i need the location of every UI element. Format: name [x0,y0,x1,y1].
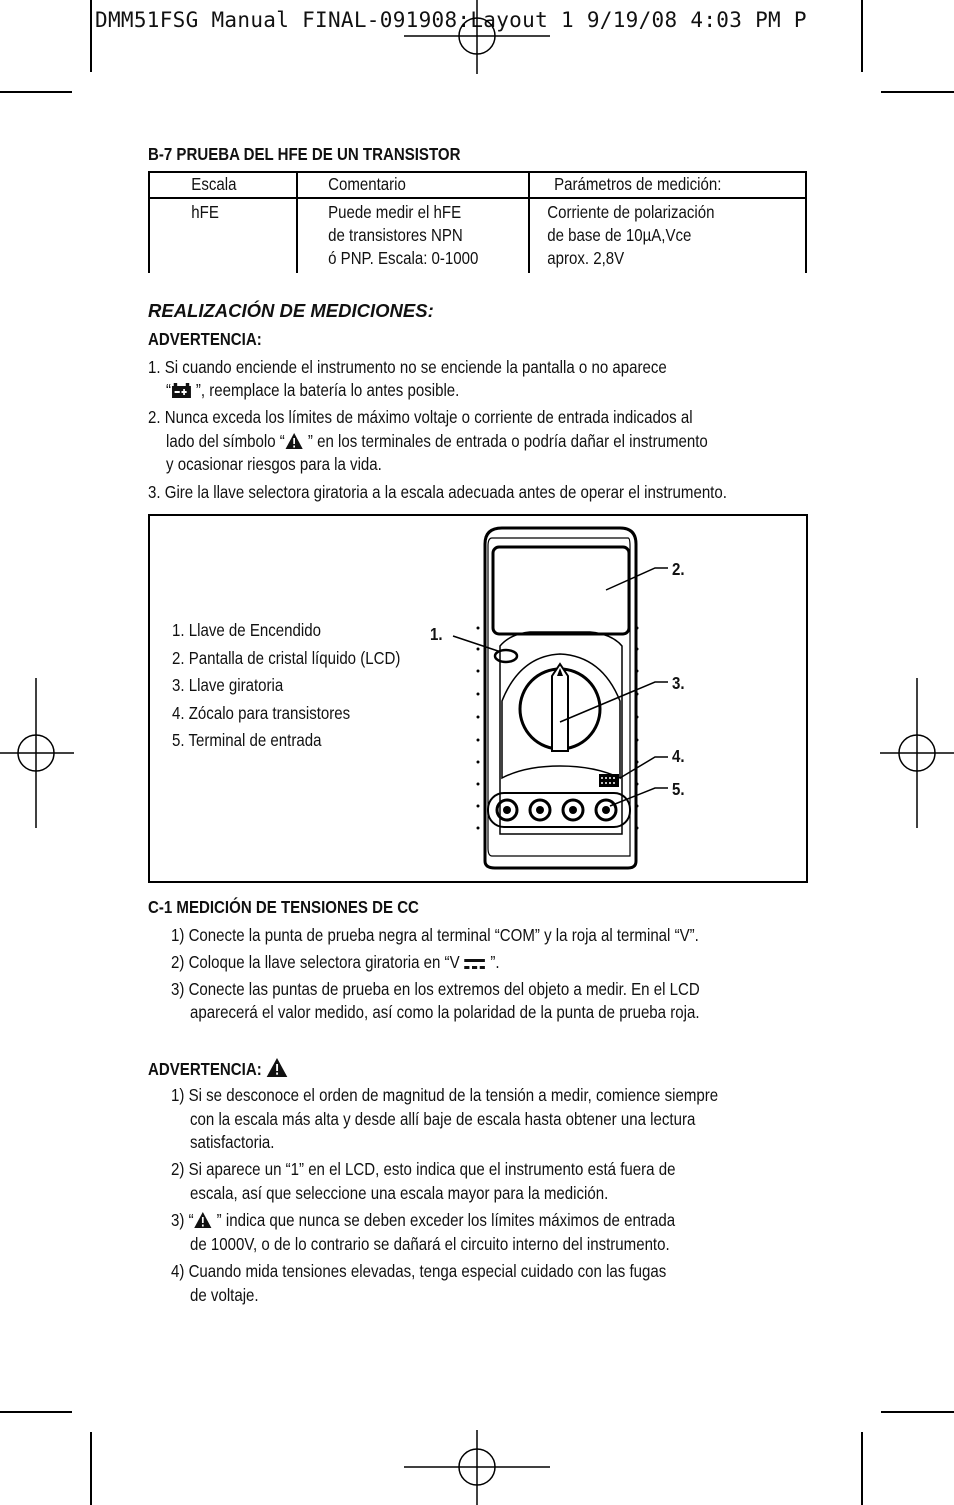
legend-item: 5. Terminal de entrada [172,730,322,750]
text-fragment: ADVERTENCIA: [148,1059,262,1079]
warning-label: ADVERTENCIA: [148,329,262,349]
legend-item: 4. Zócalo para transistores [172,703,351,723]
callout-1: 1. [430,624,443,644]
meter-diagram [148,514,808,883]
dc-voltage-icon [464,957,486,971]
table-cell-comentario-line: ó PNP. Escala: 0-1000 [328,248,479,268]
w2-item-2-line2: escala, así que seleccione una escala mayor para la medición. [190,1183,609,1203]
warning-triangle-icon [285,432,304,450]
warning-item-2-line1: 2. Nunca exceda los límites de máximo voltaje o corriente de entrada indicados al [148,407,693,427]
w2-item-1-line2: con la escala más alta y desde allí baje de escala hasta obtener una lectura [190,1109,696,1129]
w2-item-2-line1: 2) Si aparece un “1” en el LCD, esto indica que el instrumento está fuera de [171,1159,676,1179]
legend-item: 3. Llave giratoria [172,675,284,695]
w2-item-3-line2: de 1000V, o de lo contrario se dañará el circuito interno del instrumento. [190,1234,670,1254]
w2-item-4-line2: de voltaje. [190,1285,259,1305]
crop-mark [881,1411,954,1413]
warning-item-1-line2 [166,379,459,403]
text-fragment: ”, reemplace la batería lo antes posible. [191,380,460,400]
table-header-parametros: Parámetros de medición: [553,174,722,194]
table-cell-escala: hFE [191,202,219,222]
warning-item-3-line1: 3. Gire la llave selectora giratoria a la escala adecuada antes de operar el instrumento. [148,482,727,502]
multimeter-drawing [150,516,806,881]
measurements-heading: REALIZACIÓN DE MEDICIONES: [148,300,434,321]
c1-step-2 [171,951,500,975]
registration-target-bottom [400,1430,554,1505]
table-cell-comentario-line: Puede medir el hFE [328,202,462,222]
text-fragment: ” indica que nunca se deben exceder los límites máximos de entrada [212,1210,676,1230]
warning-item-1-line1: 1. Si cuando enciende el instrumento no se enciende la pantalla o no aparece [148,357,667,377]
text-fragment: 3) “ [171,1210,194,1230]
callout-2: 2. [672,559,685,579]
section-b7-title: B-7 PRUEBA DEL HFE DE UN TRANSISTOR [148,144,461,164]
table-header-row [149,172,806,198]
hfe-spec-table [148,171,807,273]
text-fragment: lado del símbolo “ [166,431,285,451]
table-header-escala: Escala [191,174,237,194]
section-c1-title: C-1 MEDICIÓN DE TENSIONES DE CC [148,897,419,917]
table-row [149,198,806,273]
registration-target-top [400,0,554,74]
table-cell-comentario-line: de transistores NPN [328,225,463,245]
warning2-label [148,1057,288,1080]
crop-mark [90,1432,92,1505]
w2-item-1-line3: satisfactoria. [190,1132,275,1152]
crop-mark [0,1411,72,1413]
c1-step-3-line2: aparecerá el valor medido, así como la polaridad de la punta de prueba roja. [190,1002,700,1022]
warning-triangle-icon [266,1057,288,1078]
registration-target-right [880,678,954,828]
legend-item: 2. Pantalla de cristal líquido (LCD) [172,648,401,668]
registration-target-left [0,678,74,828]
warning-item-2-line3: y ocasionar riesgos para la vida. [166,454,382,474]
w2-item-1-line1: 1) Si se desconoce el orden de magnitud de la tensión a medir, comience siempre [171,1085,719,1105]
legend-item: 1. Llave de Encendido [172,620,321,640]
text-fragment: 2) Coloque la llave selectora giratoria en “V [171,952,460,972]
c1-step-1: 1) Conecte la punta de prueba negra al terminal “COM” y la roja al terminal “V”. [171,925,699,945]
table-cell-parametros-line: aprox. 2,8V [547,248,625,268]
crop-mark [881,91,954,93]
warning-triangle-icon [194,1211,213,1229]
battery-icon [171,383,192,399]
crop-mark [861,1432,863,1505]
c1-step-3-line1: 3) Conecte las puntas de prueba en los extremos del objeto a medir. En el LCD [171,979,700,999]
print-slug: DMM51FSG Manual FINAL-091908:Layout 1 9/19/08 4:03 PM P [95,8,807,32]
warning-item-2-line2 [166,430,708,454]
table-cell-parametros-line: Corriente de polarización [547,202,715,222]
callout-4: 4. [672,746,685,766]
crop-mark [90,0,92,72]
w2-item-3-line1 [171,1209,675,1233]
table-header-comentario: Comentario [328,174,407,194]
crop-mark [861,0,863,72]
callout-5: 5. [672,779,685,799]
w2-item-4-line1: 4) Cuando mida tensiones elevadas, tenga especial cuidado con las fugas [171,1261,667,1281]
text-fragment: “ [166,380,172,400]
callout-3: 3. [672,673,685,693]
text-fragment: ”. [490,952,500,972]
text-fragment: ” en los terminales de entrada o podría dañar el instrumento [303,431,708,451]
crop-mark [0,91,72,93]
table-cell-parametros-line: de base de 10µA,Vce [547,225,692,245]
